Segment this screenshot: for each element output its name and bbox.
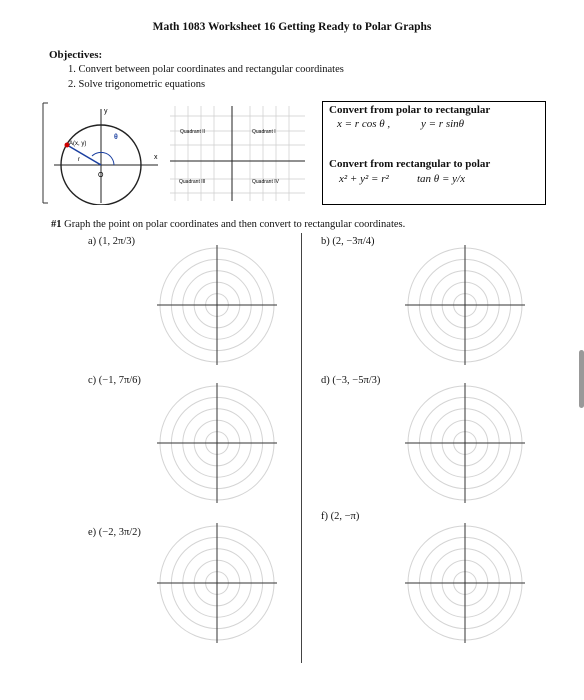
objective-2: 2. Solve trigonometric equations xyxy=(68,79,206,90)
r2p-tan: tan θ = y/x xyxy=(417,173,465,185)
column-divider xyxy=(301,233,302,663)
polar-grid-c[interactable] xyxy=(157,383,277,508)
point-label: A(x, y) xyxy=(69,141,87,147)
problem-e xyxy=(88,527,141,538)
problem-e-point: (−2, 3π/2) xyxy=(98,527,141,538)
problem-d xyxy=(321,375,380,386)
p2r-y-formula: y = r sinθ xyxy=(421,118,465,130)
p2r-x-formula: x = r cos θ , xyxy=(337,118,391,130)
problem-b-label: b) xyxy=(321,236,330,247)
polar-grid-b[interactable] xyxy=(405,245,525,370)
problem-e-label: e) xyxy=(88,527,97,538)
problem-c xyxy=(88,375,141,386)
problem-c-label: c) xyxy=(88,375,97,386)
reference-figure xyxy=(40,101,321,205)
r2p-heading: Convert from rectangular to polar xyxy=(329,158,491,170)
formula-box xyxy=(322,101,546,205)
quadrant-4-label: Quadrant IV xyxy=(252,179,279,185)
worksheet-title: Math 1083 Worksheet 16 Getting Ready to Polar Graphs xyxy=(152,21,432,33)
problem-d-point: (−3, −5π/3) xyxy=(332,375,381,386)
quadrant-2-label: Quadrant II xyxy=(180,129,206,135)
question-number: #1 xyxy=(51,219,62,230)
problem-f xyxy=(321,511,359,522)
theta-label: θ xyxy=(114,134,118,141)
r2p-equation: x² + y² = r² xyxy=(339,173,389,185)
p2r-heading: Convert from polar to rectangular xyxy=(329,104,491,116)
r-label: r xyxy=(78,157,80,163)
quadrant-3-label: Quadrant III xyxy=(179,179,206,185)
polar-grid-d[interactable] xyxy=(405,383,525,508)
scrollbar[interactable] xyxy=(579,350,584,408)
polar-grid-a[interactable] xyxy=(157,245,277,370)
problem-a-label: a) xyxy=(88,236,97,247)
problem-a xyxy=(88,236,135,247)
problem-f-point: (2, −π) xyxy=(330,511,360,522)
problem-b-point: (2, −3π/4) xyxy=(332,236,375,247)
origin-label: O xyxy=(98,172,104,179)
polar-grid-e[interactable] xyxy=(157,523,277,648)
question-1 xyxy=(51,219,405,230)
polar-grid-f[interactable] xyxy=(405,523,525,648)
problem-d-label: d) xyxy=(321,375,330,386)
problem-a-point: (1, 2π/3) xyxy=(98,236,136,247)
objective-1: 1. Convert between polar coordinates and rectangular coordinates xyxy=(68,64,344,75)
x-axis-label: x xyxy=(154,154,158,161)
quadrant-1-label: Quadrant I xyxy=(252,129,276,135)
problem-c-point: (−1, 7π/6) xyxy=(98,375,141,386)
problem-b xyxy=(321,236,375,247)
question-text: Graph the point on polar coordinates and then convert to rectangular coordinates. xyxy=(64,219,406,230)
y-axis-label: y xyxy=(104,108,108,115)
problem-f-label: f) xyxy=(321,511,328,522)
objectives-heading: Objectives: xyxy=(49,49,103,61)
